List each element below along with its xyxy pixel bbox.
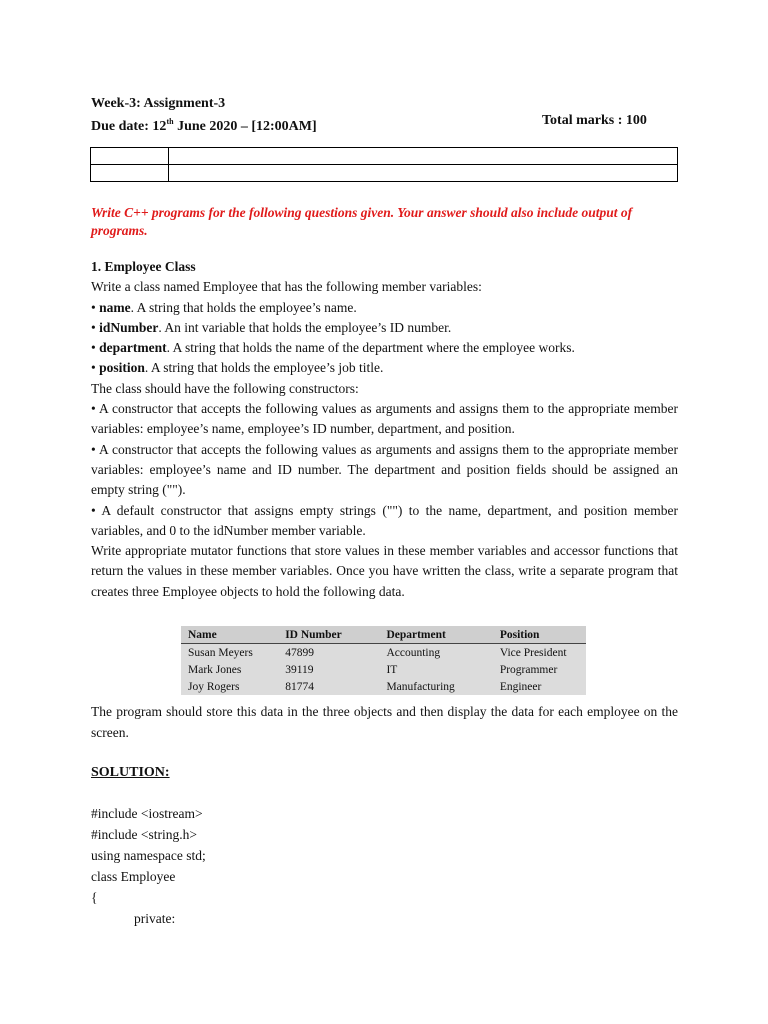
member-item (91, 318, 678, 338)
solution-heading: SOLUTION: (91, 765, 170, 780)
table-cell: IT (386, 664, 398, 676)
column-header: ID Number (278, 626, 379, 644)
employee-data-table (181, 626, 586, 695)
code-line: private: (134, 911, 176, 926)
table-cell (169, 165, 678, 182)
member-name: idNumber (99, 319, 159, 335)
total-marks: Total marks : 100 (542, 113, 647, 128)
code-line: { (91, 890, 98, 905)
table-cell: Programmer (499, 664, 558, 676)
column-header: Department (379, 626, 492, 644)
table-header-row (181, 626, 586, 644)
column-header: Position (493, 626, 586, 644)
table-cell (91, 148, 169, 165)
member-name: department (99, 340, 167, 356)
bullet: • (91, 319, 100, 335)
table-cell: Susan Meyers (188, 647, 253, 659)
table-row (91, 165, 678, 182)
code-line: #include <iostream> (91, 806, 203, 821)
constructors-intro: The class should have the following constructors: (91, 380, 359, 396)
bullet: • (91, 360, 100, 376)
code-line: using namespace std; (91, 848, 206, 863)
closing-paragraph: The program should store this data in the three objects and then display the data for each employee on the screen. (91, 704, 678, 740)
member-desc: . A string that holds the name of the department where the employee works. (166, 340, 575, 356)
column-header: Name (181, 626, 278, 644)
table-cell: Joy Rogers (188, 681, 240, 693)
code-block (91, 803, 206, 929)
table-cell: 39119 (285, 664, 314, 676)
student-info-table (90, 147, 678, 182)
mutator-paragraph: Write appropriate mutator functions that store values in these member variables and accessor functions that return the values in these member variables. Once you have written the class, write a separate program that creates three Employee objects to hold the following data. (91, 543, 678, 599)
table-cell (169, 148, 678, 165)
table-cell: Engineer (499, 681, 542, 693)
table-cell: Vice President (499, 647, 567, 659)
member-desc: . A string that holds the employee’s name. (130, 299, 357, 315)
table-cell: 47899 (285, 647, 314, 659)
table-cell: 81774 (285, 681, 314, 693)
member-name: name (99, 299, 131, 315)
table-cell: Accounting (386, 647, 441, 659)
due-date-superscript: th (166, 117, 174, 126)
bullet: • (91, 340, 100, 356)
member-item (91, 338, 678, 358)
question-1 (91, 257, 678, 602)
table-row (181, 644, 586, 662)
bullet: • (91, 299, 100, 315)
member-desc: . An int variable that holds the employee’s ID number. (158, 319, 452, 335)
table-row (181, 678, 586, 695)
due-date-suffix: June 2020 – [12:00AM] (173, 119, 317, 134)
member-item (91, 298, 678, 318)
constructor-item: • A default constructor that assigns empty strings ("") to the name, department, and position member variables, and 0 to the idNumber member variable. (91, 502, 678, 538)
member-name: position (99, 360, 145, 376)
table-row (91, 148, 678, 165)
member-item (91, 358, 678, 378)
table-cell: Mark Jones (188, 664, 242, 676)
question-intro: Write a class named Employee that has the following member variables: (91, 279, 482, 295)
question-heading: 1. Employee Class (91, 259, 196, 274)
member-desc: . A string that holds the employee’s job title. (144, 360, 384, 376)
due-date (91, 113, 317, 136)
table-cell (91, 165, 169, 182)
instructions-text: Write C++ programs for the following questions given. Your answer should also include output of programs. (91, 205, 633, 238)
due-date-prefix: Due date: 12 (91, 119, 167, 134)
table-row (181, 661, 586, 678)
table-cell: Manufacturing (386, 681, 455, 693)
assignment-title: Week-3: Assignment-3 (91, 96, 226, 111)
code-line: class Employee (91, 869, 176, 884)
constructor-item: • A constructor that accepts the following values as arguments and assigns them to the appropriate member variables: employee’s name and ID number. The department and position fields should be assigned an empty string (""). (91, 441, 678, 498)
constructor-item: • A constructor that accepts the following values as arguments and assigns them to the appropriate member variables: employee’s name, employee’s ID number, department, and position. (91, 401, 678, 437)
code-line: #include <string.h> (91, 827, 197, 842)
